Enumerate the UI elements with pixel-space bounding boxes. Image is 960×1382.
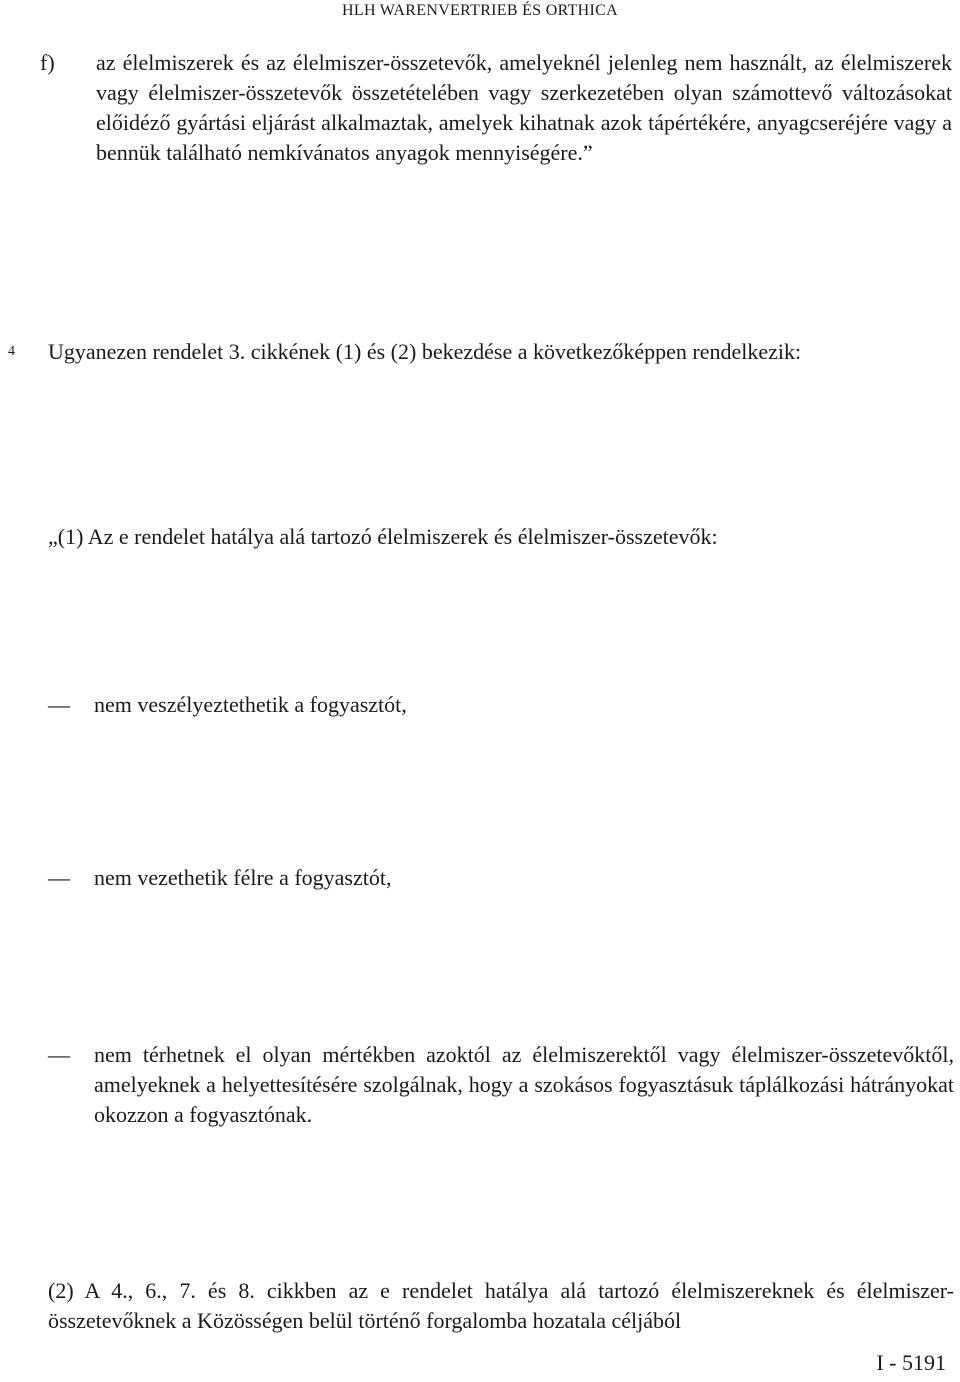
dash-item-3-text: nem térhetnek el olyan mértékben azoktól az élelmiszerektől vagy élelmiszer-összetevőktől, amelyeknek a helyettesítésére szolgálnak, hogy a szokásos fogyasztásuk táplálkozási hátrányokat okozzon a fogyasztónak. bbox=[94, 1042, 954, 1127]
item-f-text: az élelmiszerek és az élelmiszer-összetevők, amelyeknél jelenleg nem használt, az élelmiszerek vagy élelmiszer-összetevők összetételében vagy szerkezetében olyan számottevő változásokat előidéző gyártási eljárást alkalmaztak, amelyek kihatnak azok tápértékére, anyagcseréjére vagy a bennük található nemkívánatos anyagok mennyiségére.” bbox=[96, 50, 952, 165]
dash-item-2-text: nem vezethetik félre a fogyasztót, bbox=[94, 865, 392, 890]
item-f-label: f) bbox=[40, 50, 55, 75]
dash-item-3-marker: — bbox=[48, 1042, 70, 1067]
footnote-text: Ugyanezen rendelet 3. cikkének (1) és (2) bekezdése a következőképpen rendelkezik: bbox=[48, 339, 802, 364]
running-header: HLH WARENVERTRIEB ÉS ORTHICA bbox=[342, 2, 618, 19]
footnote-number: 4 bbox=[8, 344, 15, 359]
dash-item-1-marker: — bbox=[48, 692, 70, 717]
paragraph-2: (2) A 4., 6., 7. és 8. cikkben az e rendelet hatálya alá tartozó élelmiszereknek és élelmiszer-összetevőknek a Közösségen belül történő forgalomba hozatala céljából bbox=[48, 1278, 954, 1333]
quote-intro: „(1) Az e rendelet hatálya alá tartozó élelmiszerek és élelmiszer-összetevők: bbox=[48, 524, 718, 549]
page-number: I - 5191 bbox=[876, 1350, 946, 1375]
dash-item-1-text: nem veszélyeztethetik a fogyasztót, bbox=[94, 692, 407, 717]
dash-item-2-marker: — bbox=[48, 865, 70, 890]
